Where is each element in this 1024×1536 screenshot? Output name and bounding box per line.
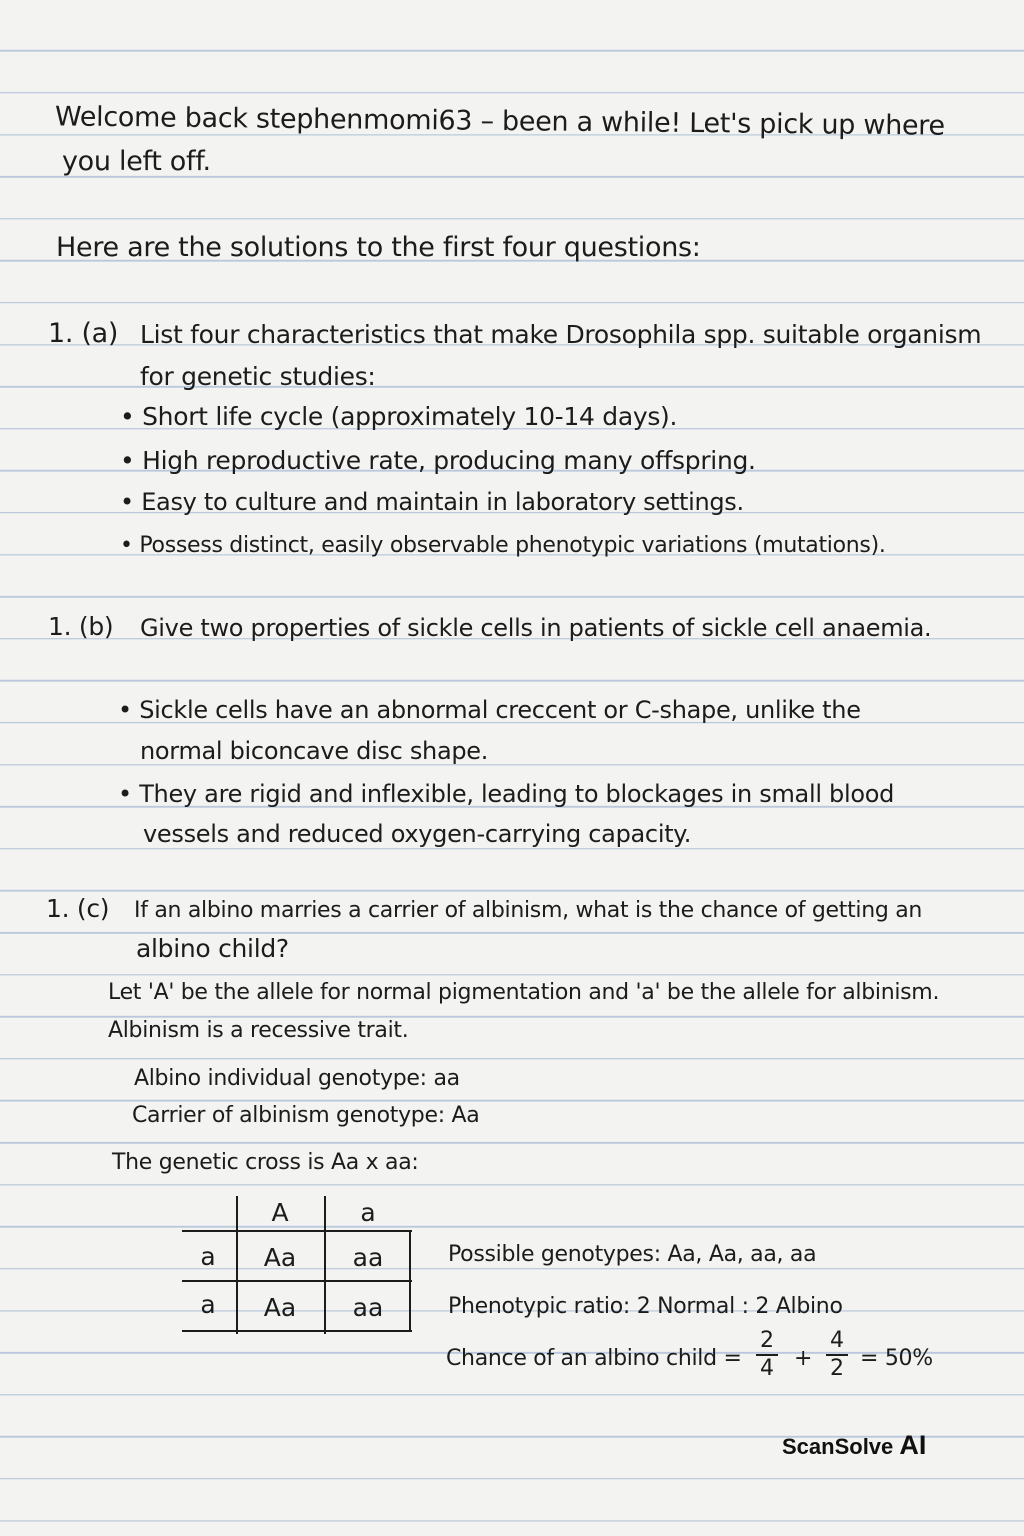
- q1b-bullet-2-line2: vessels and reduced oxygen-carrying capacity.: [143, 820, 692, 848]
- q1b-bullet-2: • They are rigid and inflexible, leading to blockages in small blood: [118, 780, 895, 808]
- q1c-let-line2: Albinism is a recessive trait.: [108, 1018, 409, 1043]
- welcome-line-2: you left off.: [62, 146, 211, 177]
- welcome-line-1: Welcome back stephenmomi63 – been a while! Let's pick up where: [54, 101, 945, 142]
- q1c-number: 1. (c): [46, 894, 110, 923]
- q1a-bullet-1: • Short life cycle (approximately 10-14 days).: [120, 402, 678, 431]
- q1b-bullet-2-line1: They are rigid and inflexible, leading to blockages in small blood: [139, 780, 895, 808]
- fraction-1: [756, 1330, 778, 1380]
- q1a-bullet-4: • Possess distinct, easily observable phenotypic variations (mutations).: [120, 533, 886, 558]
- q1c-question-line2: albino child?: [136, 934, 289, 963]
- q1a-question-line2: for genetic studies:: [140, 362, 376, 391]
- punnett-cell: Aa: [263, 1293, 297, 1322]
- genetic-cross: The genetic cross is Aa x aa:: [112, 1150, 419, 1175]
- q1b-bullet-1-line2: normal biconcave disc shape.: [140, 737, 489, 765]
- q1b-bullet-1-line1: Sickle cells have an abnormal creccent or C-shape, unlike the: [139, 696, 861, 724]
- punnett-row-header: a: [200, 1242, 216, 1271]
- punnett-col-header: a: [360, 1198, 376, 1227]
- intro-solutions-line: Here are the solutions to the first four questions:: [56, 232, 701, 263]
- chance-label: Chance of an albino child =: [446, 1346, 742, 1371]
- q1a-bullet-1-text: Short life cycle (approximately 10-14 days).: [142, 402, 678, 431]
- punnett-row-header: a: [200, 1290, 216, 1319]
- punnett-vline-3: [409, 1232, 411, 1332]
- carrier-genotype: Carrier of albinism genotype: Aa: [132, 1103, 480, 1128]
- punnett-vline-2: [324, 1196, 326, 1334]
- q1a-bullet-2-text: High reproductive rate, producing many offspring.: [142, 446, 756, 475]
- q1a-bullet-3-text: Easy to culture and maintain in laboratory settings.: [141, 488, 744, 516]
- fraction-1-denominator: 4: [760, 1356, 774, 1381]
- punnett-hline-2: [182, 1280, 412, 1282]
- punnett-cell: aa: [352, 1243, 384, 1272]
- fraction-2: [826, 1330, 848, 1380]
- punnett-hline-1: [182, 1230, 412, 1232]
- fraction-1-numerator: 2: [760, 1328, 774, 1353]
- q1a-number: 1. (a): [48, 318, 119, 349]
- brand-ai: AI: [899, 1430, 927, 1460]
- plus-sign: +: [794, 1346, 813, 1371]
- q1a-question-line1: List four characteristics that make Drosophila spp. suitable organism: [140, 320, 982, 349]
- chance-result: = 50%: [860, 1346, 933, 1371]
- possible-genotypes: Possible genotypes: Aa, Aa, aa, aa: [448, 1242, 817, 1267]
- q1a-bullet-2: • High reproductive rate, producing many offspring.: [120, 446, 756, 475]
- q1a-bullet-3: • Easy to culture and maintain in laboratory settings.: [120, 488, 744, 516]
- scansolve-logo: [782, 1430, 926, 1461]
- punnett-hline-3: [182, 1330, 412, 1332]
- q1a-bullet-4-text: Possess distinct, easily observable phenotypic variations (mutations).: [139, 533, 886, 558]
- q1b-bullet-1: • Sickle cells have an abnormal creccent or C-shape, unlike the: [118, 696, 861, 724]
- punnett-cell: aa: [352, 1293, 384, 1322]
- albino-genotype: Albino individual genotype: aa: [134, 1066, 460, 1091]
- fraction-2-denominator: 2: [830, 1356, 844, 1381]
- q1b-question: Give two properties of sickle cells in patients of sickle cell anaemia.: [140, 614, 932, 642]
- punnett-col-header: A: [271, 1198, 289, 1227]
- punnett-square: [182, 1196, 412, 1334]
- q1b-number: 1. (b): [48, 612, 114, 641]
- brand-name: ScanSolve: [782, 1434, 894, 1459]
- punnett-cell: Aa: [263, 1243, 297, 1272]
- q1c-let-line1: Let 'A' be the allele for normal pigmentation and 'a' be the allele for albinism.: [108, 980, 940, 1005]
- fraction-2-numerator: 4: [830, 1328, 844, 1353]
- q1c-question-line1: If an albino marries a carrier of albinism, what is the chance of getting an: [134, 898, 923, 923]
- phenotypic-ratio: Phenotypic ratio: 2 Normal : 2 Albino: [448, 1294, 843, 1319]
